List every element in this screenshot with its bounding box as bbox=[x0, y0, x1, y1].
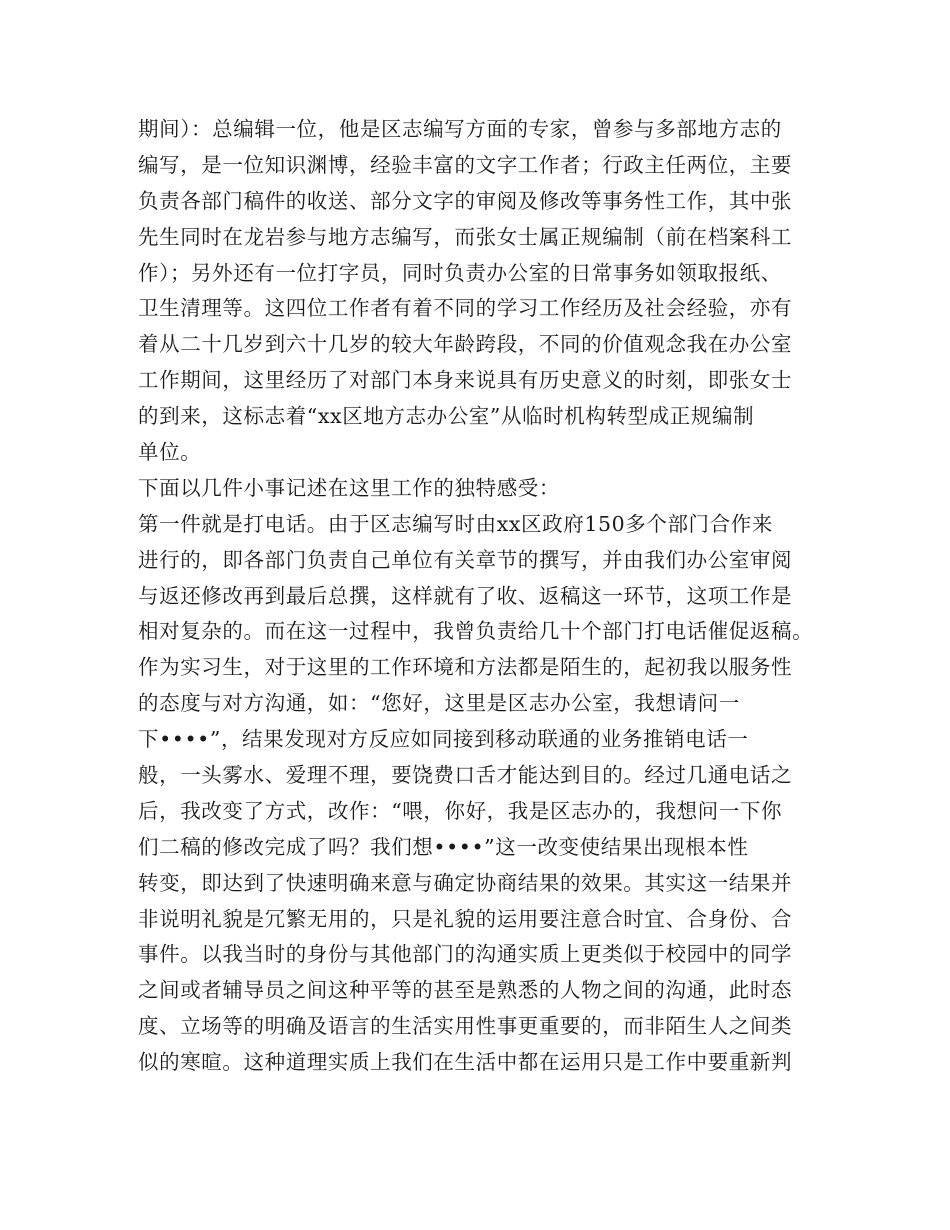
text-line: 般，一头雾水、爱理不理，要饶费口舌才能达到目的。经过几通电话之 bbox=[138, 763, 793, 788]
text-line: 的到来，这标志着“xx区地方志办公室”从临时机构转型成正规编制 bbox=[138, 404, 755, 429]
text-line: 转变，即达到了快速明确来意与确定协商结果的效果。其实这一结果并 bbox=[138, 870, 793, 895]
text-line: 相对复杂的。而在这一过程中，我曾负责给几十个部门打电话催促返稿。 bbox=[138, 619, 814, 644]
text-line: 第一件就是打电话。由于区志编写时由xx区政府150多个部门合作来 bbox=[138, 511, 773, 536]
text-line: 下面以几件小事记述在这里工作的独特感受： bbox=[138, 475, 560, 500]
text-line: 度、立场等的明确及语言的生活实用性事更重要的，而非陌生人之间类 bbox=[138, 1014, 793, 1039]
text-line: 期间）：总编辑一位，他是区志编写方面的专家，曾参与多部地方志的 bbox=[138, 117, 782, 141]
text-line: 似的寒暄。这种道理实质上我们在生活中都在运用只是工作中要重新判 bbox=[138, 1050, 793, 1075]
text-line: 单位。 bbox=[138, 440, 202, 465]
text-line: 下••••”，结果发现对方反应如同接到移动联通的业务推销电话一 bbox=[138, 727, 749, 752]
text-line: 编写，是一位知识渊博，经验丰富的文字工作者；行政主任两位，主要 bbox=[138, 152, 793, 177]
text-line: 作）；另外还有一位打字员，同时负责办公室的日常事务如领取报纸、 bbox=[138, 260, 782, 285]
text-line: 之间或者辅导员之间这种平等的甚至是熟悉的人物之间的沟通，此时态 bbox=[138, 978, 793, 1003]
text-line: 后，我改变了方式，改作：“喂，你好，我是区志办的，我想问一下你 bbox=[138, 798, 783, 823]
text-line: 的态度与对方沟通，如：“您好，这里是区志办公室，我想请问一 bbox=[138, 691, 740, 716]
text-line: 负责各部门稿件的收送、部分文字的审阅及修改等事务性工作，其中张 bbox=[138, 188, 793, 213]
body-text bbox=[138, 112, 818, 1081]
text-line: 先生同时在龙岩参与地方志编写，而张女士属正规编制（前在档案科工 bbox=[138, 224, 793, 249]
text-line: 卫生清理等。这四位工作者有着不同的学习工作经历及社会经验，亦有 bbox=[138, 296, 793, 321]
text-line: 与返还修改再到最后总撰，这样就有了收、返稿这一环节，这项工作是 bbox=[138, 583, 793, 608]
text-line: 非说明礼貌是冗繁无用的，只是礼貌的运用要注意合时宜、合身份、合 bbox=[138, 906, 793, 931]
text-line: 事件。以我当时的身份与其他部门的沟通实质上更类似于校园中的同学 bbox=[138, 942, 793, 967]
text-line: 着从二十几岁到六十几岁的较大年龄跨段，不同的价值观念我在办公室 bbox=[138, 332, 793, 357]
text-line: 们二稿的修改完成了吗？我们想••••”这一改变使结果出现根本性 bbox=[138, 834, 749, 859]
text-line: 进行的，即各部门负责自己单位有关章节的撰写，并由我们办公室审阅 bbox=[138, 547, 793, 572]
text-line: 作为实习生，对于这里的工作环境和方法都是陌生的，起初我以服务性 bbox=[138, 655, 793, 680]
text-line: 工作期间，这里经历了对部门本身来说具有历史意义的时刻，即张女士 bbox=[138, 368, 793, 393]
